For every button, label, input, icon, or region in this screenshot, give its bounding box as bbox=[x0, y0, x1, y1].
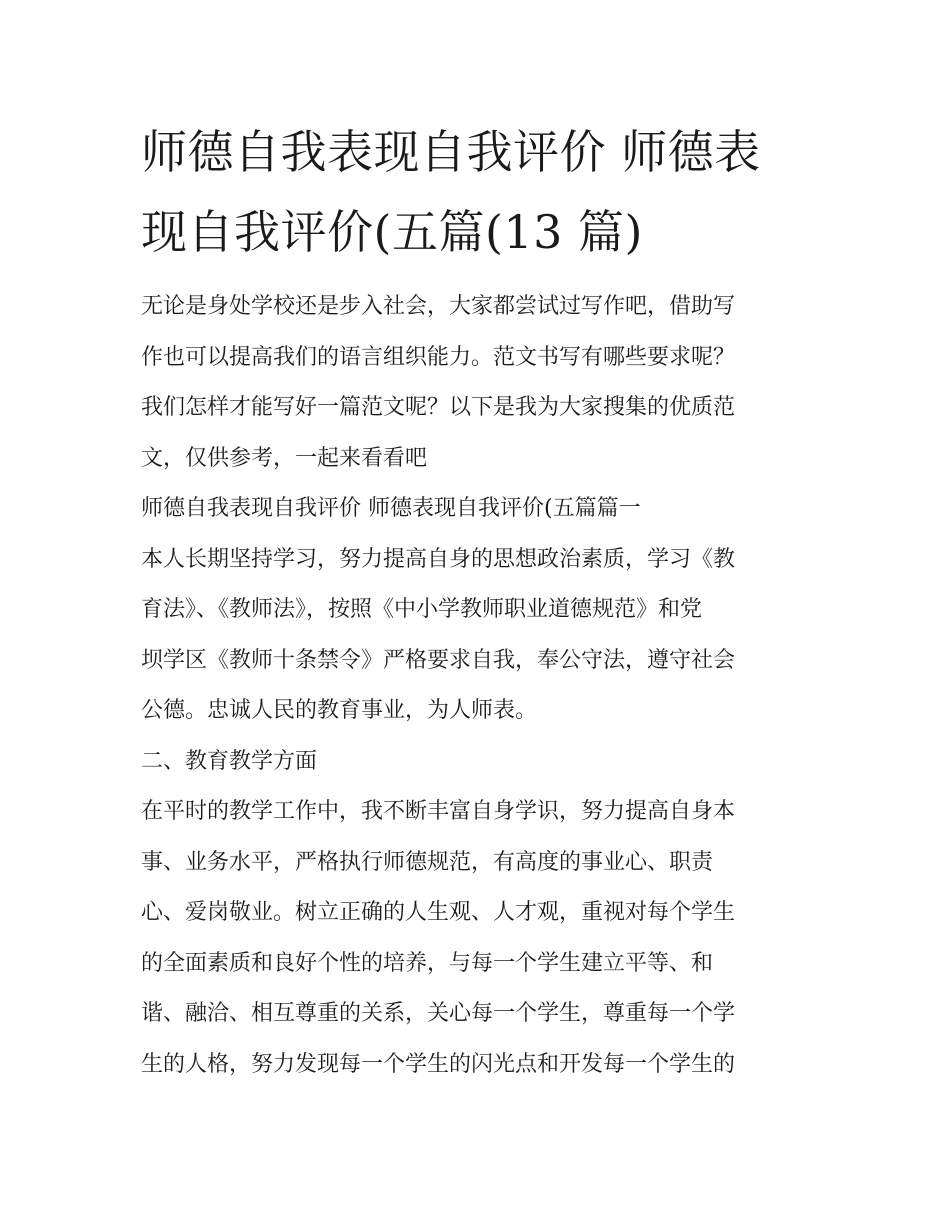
text-line: 公德。忠诚人民的教育事业，为人师表。 bbox=[141, 698, 538, 723]
text-line: 师德自我表现自我评价 师德表现自我评价(五篇篇一 bbox=[141, 496, 641, 521]
text-line: 文，仅供参考，一起来看看吧 bbox=[141, 445, 428, 471]
text-line: 育法》、《教师法》，按照《中小学教师职业道德规范》和党 bbox=[141, 597, 703, 622]
text-line: 事、业务水平，严格执行师德规范，有高度的事业心、职责 bbox=[141, 849, 714, 875]
document-body bbox=[141, 282, 813, 1090]
text-line: 二、教育教学方面 bbox=[141, 748, 318, 774]
paragraph-one bbox=[141, 535, 813, 737]
document-title bbox=[141, 112, 813, 272]
text-line: 本人长期坚持学习，努力提高自身的思想政治素质，学习《教 bbox=[141, 546, 736, 572]
subheading bbox=[141, 737, 813, 788]
section-heading bbox=[141, 484, 813, 535]
text-line: 在平时的教学工作中，我不断丰富自身学识，努力提高自身本 bbox=[141, 799, 736, 824]
intro-paragraph bbox=[141, 282, 813, 484]
text-line: 坝学区《教师十条禁令》严格要求自我，奉公守法，遵守社会 bbox=[141, 647, 736, 673]
text-line: 我们怎样才能写好一篇范文呢？以下是我为大家搜集的优质范 bbox=[141, 395, 736, 420]
text-line: 无论是身处学校还是步入社会，大家都尝试过写作吧，借助写 bbox=[141, 294, 736, 319]
title-line: 师德自我表现自我评价 师德表 bbox=[141, 125, 761, 179]
document-page bbox=[141, 112, 813, 1090]
title-line: 现自我评价(五篇(13 篇) bbox=[141, 205, 643, 259]
text-line: 的全面素质和良好个性的培养，与每一个学生建立平等、和 bbox=[141, 950, 714, 976]
text-line: 作也可以提高我们的语言组织能力。范文书写有哪些要求呢？ bbox=[141, 344, 736, 370]
text-line: 心、爱岗敬业。树立正确的人生观、人才观，重视对每个学生 bbox=[141, 900, 736, 925]
text-line: 谐、融洽、相互尊重的关系，关心每一个学生，尊重每一个学 bbox=[141, 1001, 736, 1026]
paragraph-two bbox=[141, 787, 813, 1090]
text-line: 生的人格，努力发现每一个学生的闪光点和开发每一个学生的 bbox=[141, 1051, 736, 1077]
